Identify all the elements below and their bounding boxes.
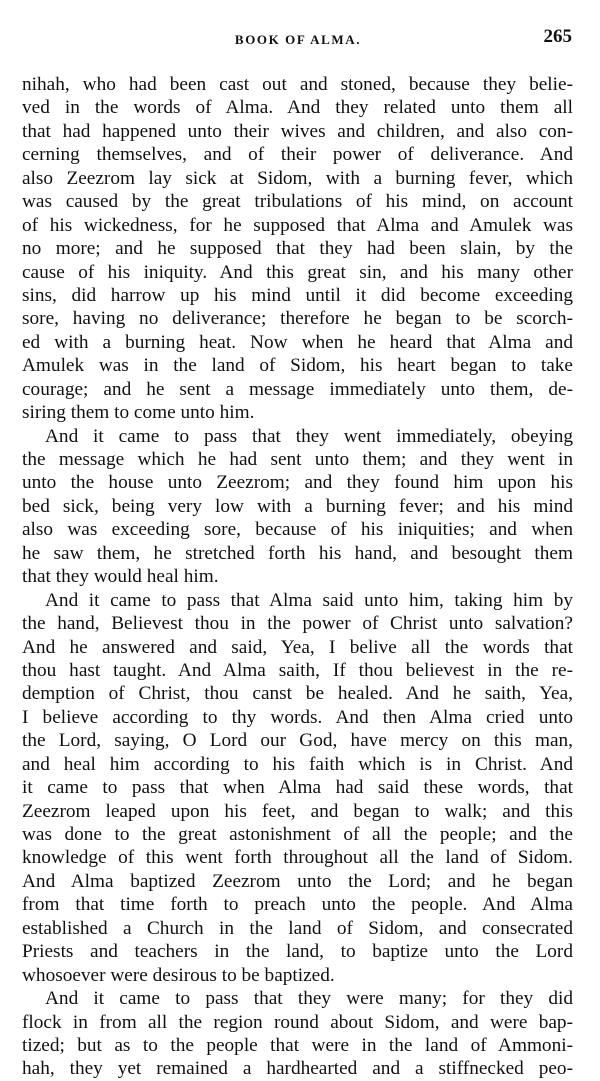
text-line: courage; and he sent a message immediately unto them, de- [22,378,573,400]
text-line: ved in the words of Alma. And they related unto them all [22,97,573,119]
page-number: 265 [543,26,572,47]
text-line: Amulek was in the land of Sidom, his heart began to take [22,355,573,377]
page-header [22,26,574,54]
text-line: also Zeezrom lay sick at Sidom, with a burning fever, which [22,167,573,189]
text-line: established a Church in the land of Sidom, and consecrated [22,917,573,939]
text-line: that had happened unto their wives and children, and also con- [22,120,573,142]
text-line: cause of his iniquity. And this great sin, and his many other [22,261,573,283]
text-line: the Lord, saying, O Lord our God, have mercy on this man, [22,730,573,752]
running-head: BOOK OF ALMA. [234,32,362,47]
text-line: And it came to pass that they went immediately, obeying [45,425,573,447]
text-line: knowledge of this went forth throughout all the land of Sidom. [22,847,573,869]
text-line: And it came to pass that they were many; for they did [45,988,573,1010]
text-line: ed with a burning heat. Now when he heard that Alma and [22,331,573,353]
text-line: nihah, who had been cast out and stoned, because they belie- [22,74,573,95]
text-line: And it came to pass that Alma said unto him, taking him by [45,589,573,611]
text-line: the message which he had sent unto them; and they went in [22,449,573,470]
text-line: cerning themselves, and of their power of deliverance. And [22,144,573,166]
text-line: hah, they yet remained a hardhearted and a stiffnecked peo- [22,1058,573,1080]
text-line: from that time forth to preach unto the people. And Alma [22,894,573,916]
text-line: And Alma baptized Zeezrom unto the Lord; and he began [22,870,573,892]
text-line: that they would heal him. [22,566,219,588]
text-line: Priests and teachers in the land, to baptize unto the Lord [22,941,573,963]
text-line: Zeezrom leaped upon his feet, and began to walk; and this [22,800,573,822]
text-line: unto the house unto Zeezrom; and they found him upon his [22,472,573,494]
text-line: I believe according to thy words. And then Alma cried unto [22,706,573,728]
text-line: flock in from all the region round about Sidom, and were bap- [22,1011,573,1033]
text-line: he saw them, he stretched forth his hand, and besought them [22,542,573,564]
text-line: thou hast taught. And Alma saith, If thou believest in the re- [22,659,573,681]
text-line: sins, did harrow up his mind until it did become exceeding [22,284,573,306]
text-line: also was exceeding sore, because of his iniquities; and when [22,519,573,541]
text-line: it came to pass that when Alma had said these words, that [22,777,573,799]
text-line: whosoever were desirous to be baptized. [22,964,335,986]
body-text [22,73,573,1081]
text-line: was caused by the great tribulations of his mind, on account [22,191,573,213]
text-line: the hand, Believest thou in the power of Christ unto salvation? [22,613,573,635]
text-line: no more; and he supposed that they had been slain, by the [22,238,573,260]
text-line: and heal him according to his faith which is in Christ. And [22,753,573,775]
text-line: bed sick, being very low with a burning fever; and his mind [22,495,573,517]
text-line: And he answered and said, Yea, I belive all the words that [22,636,573,658]
text-line: was done to the great astonishment of all the people; and the [22,824,573,845]
text-line: demption of Christ, thou canst be healed. And he saith, Yea, [22,683,573,705]
text-line: tized; but as to the people that were in the land of Ammoni- [22,1034,573,1056]
text-line: siring them to come unto him. [22,402,255,424]
text-line: of his wickedness, for he supposed that Alma and Amulek was [22,214,573,236]
text-line: sore, having no deliverance; therefore he began to be scorch- [22,308,573,330]
